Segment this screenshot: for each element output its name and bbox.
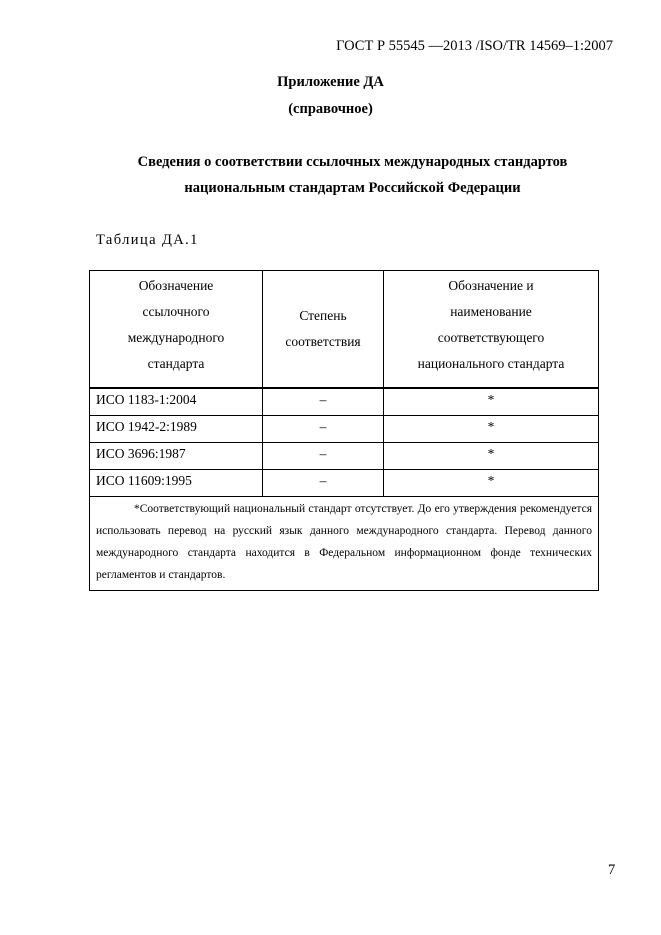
cell-national-standard: * <box>384 388 599 416</box>
column-header-national-standard <box>384 271 599 389</box>
header-line: Обозначение и <box>448 278 534 293</box>
column-header-intl-standard <box>90 271 263 389</box>
table-footnote-cell <box>90 497 599 591</box>
table-row <box>90 470 599 497</box>
table-header-row <box>90 271 599 389</box>
header-line: международного <box>127 330 225 345</box>
table-row <box>90 416 599 443</box>
cell-intl-standard: ИСО 1942-2:1989 <box>90 416 263 443</box>
header-line: стандарта <box>147 356 205 371</box>
page-number: 7 <box>608 862 616 878</box>
annex-subtitle: (справочное) <box>288 101 373 117</box>
cell-intl-standard: ИСО 11609:1995 <box>90 470 263 497</box>
cell-intl-standard: ИСО 1183-1:2004 <box>90 388 263 416</box>
cell-degree: – <box>263 443 384 470</box>
cell-degree: – <box>263 470 384 497</box>
header-line: соответствующего <box>437 330 545 345</box>
cell-national-standard: * <box>384 470 599 497</box>
table-caption: Таблица ДА.1 <box>96 232 199 248</box>
table-row <box>90 388 599 416</box>
header-line: национального стандарта <box>417 356 565 371</box>
cell-national-standard: * <box>384 443 599 470</box>
header-line: соответствия <box>285 334 361 349</box>
header-line: Степень <box>299 308 347 323</box>
header-line: наименование <box>450 304 532 319</box>
column-header-degree <box>263 271 384 389</box>
annex-title: Приложение ДА <box>277 74 384 90</box>
table-row <box>90 443 599 470</box>
header-line: ссылочного <box>142 304 210 319</box>
cell-degree: – <box>263 388 384 416</box>
correspondence-table <box>89 270 599 591</box>
section-title-line-1: Сведения о соответствии ссылочных международных стандартов <box>137 154 568 170</box>
table-footnote-row <box>90 497 599 591</box>
document-header: ГОСТ Р 55545 —2013 /ISO/TR 14569–1:2007 <box>336 38 613 54</box>
cell-national-standard: * <box>384 416 599 443</box>
table-footnote: *Соответствующий национальный стандарт отсутствует. До его утверждения рекомендуется использовать перевод на русский язык данного международного стандарта. Перевод данного международного стандарта находится в Федеральном информационном фонде технических регламентов и стандартов. <box>96 503 592 581</box>
cell-degree: – <box>263 416 384 443</box>
header-line: Обозначение <box>138 278 214 293</box>
section-title-line-2: национальным стандартам Российской Федерации <box>184 180 521 196</box>
cell-intl-standard: ИСО 3696:1987 <box>90 443 263 470</box>
